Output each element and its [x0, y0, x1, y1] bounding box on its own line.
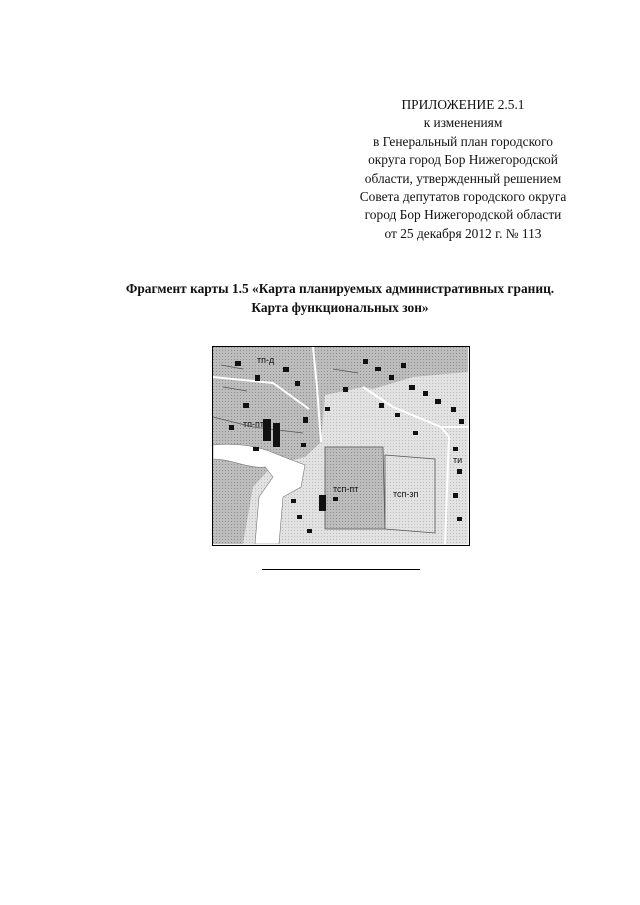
appendix-title: ПРИЛОЖЕНИЕ 2.5.1 — [401, 97, 525, 112]
appendix-line: Совета депутатов городского округа — [359, 189, 567, 205]
appendix-line: в Генеральный план городского — [373, 133, 553, 149]
zone-label-top: тп-д — [257, 355, 275, 365]
heading-line-2: Карта функциональных зон» — [251, 299, 429, 315]
map-fragment-image — [212, 346, 470, 546]
zone-label-right: тсп-зп — [393, 489, 419, 499]
appendix-line: к изменениям — [423, 115, 503, 131]
map-fragment-heading — [60, 280, 620, 317]
appendix-date-line: от 25 декабря 2012 г. № 113 — [384, 225, 542, 241]
appendix-line: области, утвержденный решением — [364, 170, 562, 186]
zone-label-center: тсп-пт — [333, 484, 359, 494]
map-svg — [213, 347, 468, 544]
zone-label-left: тп-пт — [243, 419, 264, 429]
appendix-line: город Бор Нижегородской области — [364, 207, 562, 223]
separator-line — [262, 569, 420, 570]
appendix-block — [318, 96, 608, 243]
heading-line-1: Фрагмент карты 1.5 «Карта планируемых административных границ. — [125, 281, 555, 296]
appendix-line: округа город Бор Нижегородской — [368, 152, 558, 168]
zone-label-edge: ти — [453, 455, 463, 465]
